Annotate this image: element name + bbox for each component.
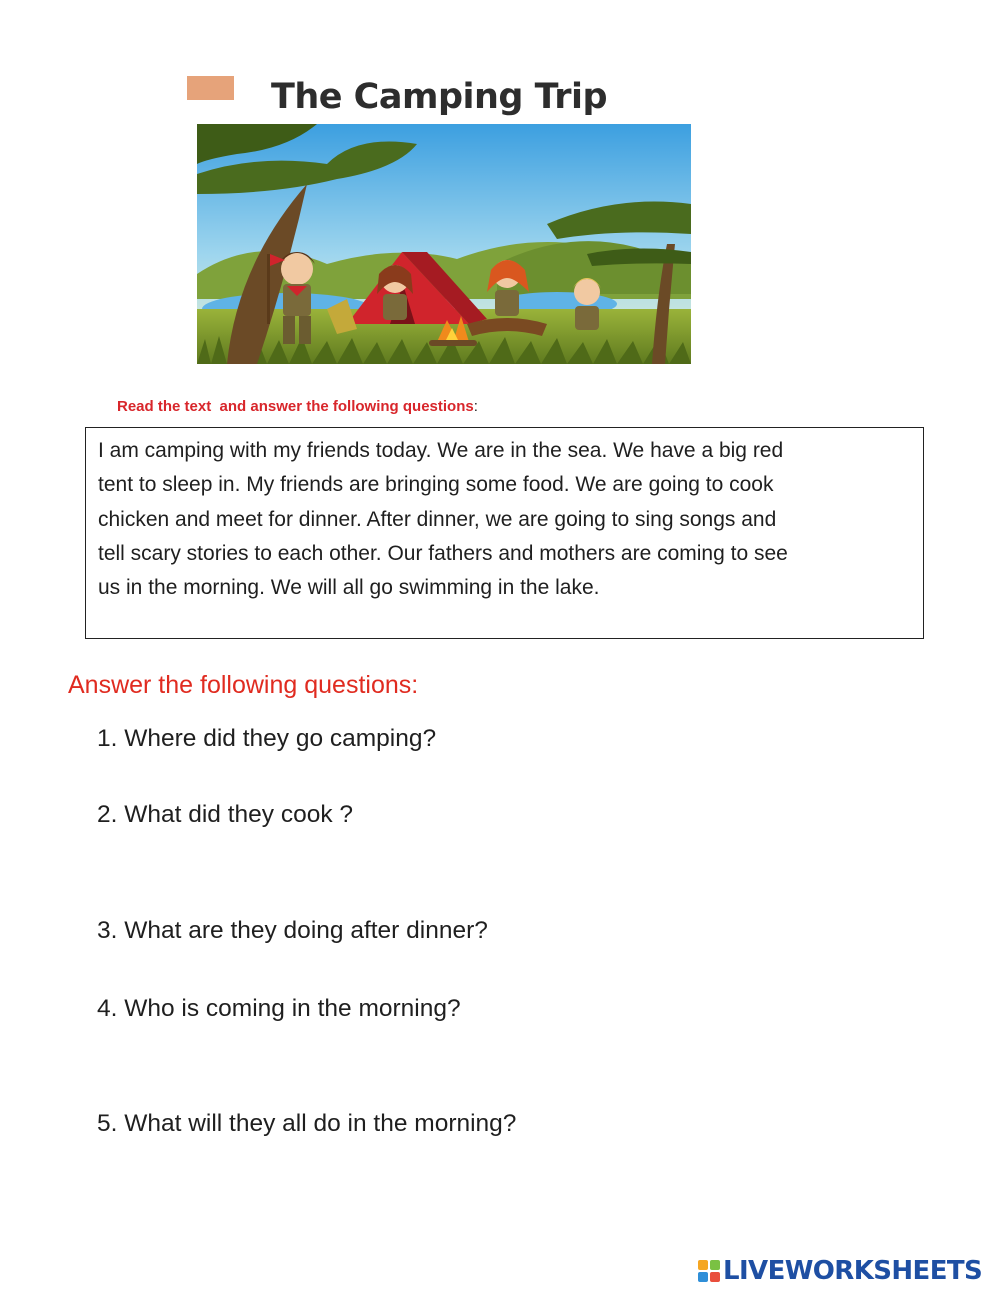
brand-name: LIVEWORKSHEETS xyxy=(723,1256,983,1286)
question-2: 2. What did they cook ? xyxy=(97,801,354,828)
passage-line: chicken and meet for dinner. After dinner, we are going to sing songs and xyxy=(98,507,777,531)
liveworksheets-brand xyxy=(698,1255,982,1287)
question-5: 5. What will they all do in the morning? xyxy=(97,1110,517,1137)
questions-heading: Answer the following questions: xyxy=(68,671,419,699)
camping-scene-illustration xyxy=(197,124,691,364)
reading-instruction xyxy=(117,398,478,415)
question-3: 3. What are they doing after dinner? xyxy=(97,917,488,944)
question-1: 1. Where did they go camping? xyxy=(97,725,437,752)
passage-line: tell scary stories to each other. Our fathers and mothers are coming to see xyxy=(98,541,788,565)
banner-title: The Camping Trip xyxy=(270,77,608,117)
passage-line: I am camping with my friends today. We are in the sea. We have a big red xyxy=(98,439,784,462)
passage-line: us in the morning. We will all go swimming in the lake. xyxy=(98,576,600,600)
reading-passage-box xyxy=(85,427,924,639)
instruction-text: Read the text and answer the following questions xyxy=(117,398,474,415)
liveworksheets-logo-icon xyxy=(698,1260,720,1282)
instruction-colon: : xyxy=(473,398,478,415)
passage-line: tent to sleep in. My friends are bringing some food. We are going to cook xyxy=(98,473,774,497)
banner-image xyxy=(187,72,691,364)
question-4: 4. Who is coming in the morning? xyxy=(97,995,461,1022)
